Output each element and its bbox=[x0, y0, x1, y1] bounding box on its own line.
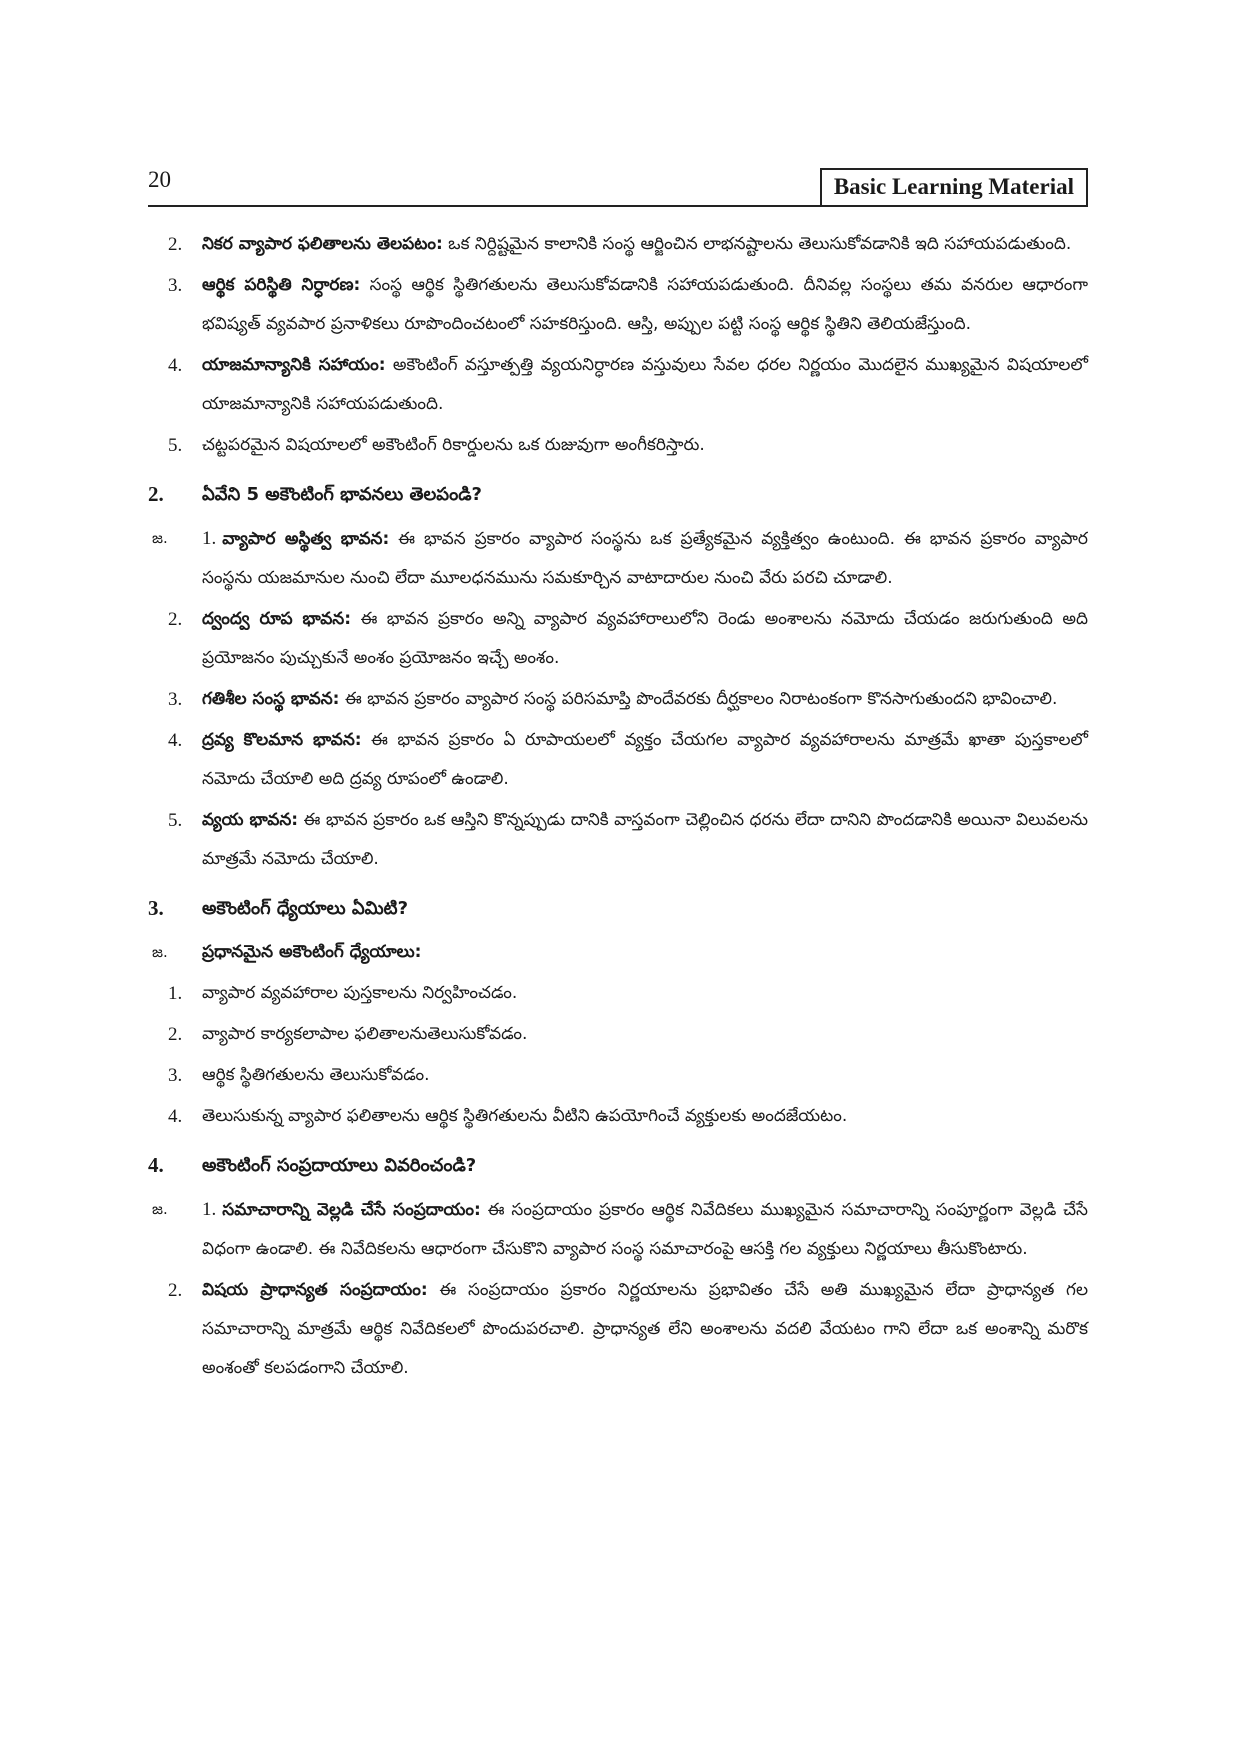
list-item bbox=[148, 974, 1088, 1013]
item-text: ఈ భావన ప్రకారం అన్ని వ్యాపార వ్యవహారాలులోని రెండు అంశాలను నమోదు చేయడం జరుగుతుంది అది ప్రయోజనం పుచ్చుకునే అంశం ప్రయోజనం ఇచ్చే అంశం. bbox=[202, 609, 1088, 668]
list-item bbox=[148, 680, 1088, 719]
item-text: ఈ భావన ప్రకారం ఒక ఆస్తిని కొన్నప్పుడు దానికి వాస్తవంగా చెల్లించిన ధరను లేదా దానిని పొందడానికి అయినా విలువలను మాత్రమే నమోదు చేయాలి. bbox=[202, 810, 1088, 869]
answer-marker: జ. bbox=[152, 529, 168, 547]
item-number: 4. bbox=[168, 730, 183, 751]
item-text: వ్యాపార కార్యకలాపాల ఫలితాలనుతెలుసుకోవడం. bbox=[202, 1024, 528, 1044]
page-content bbox=[148, 225, 1088, 1390]
list-item bbox=[148, 801, 1088, 879]
item-text: ఈ భావన ప్రకారం వ్యాపార సంస్థ పరిసమాప్తి పొందేవరకు దీర్ఘకాలం నిరాటంకంగా కొనసాగుతుందని భావించాలి. bbox=[339, 689, 1058, 709]
list-item bbox=[148, 1015, 1088, 1054]
answer-marker: జ. bbox=[152, 943, 168, 961]
item-term: ద్వంద్వ రూప భావన: bbox=[202, 609, 352, 629]
list-item bbox=[148, 721, 1088, 799]
item-text: ఆర్థిక స్థితిగతులను తెలుసుకోవడం. bbox=[202, 1065, 430, 1085]
list-item bbox=[148, 1056, 1088, 1095]
list-item bbox=[148, 266, 1088, 344]
item-number: 1. bbox=[202, 528, 217, 549]
item-text: ఈ భావన ప్రకారం వ్యాపార సంస్థను ఒక ప్రత్యేకమైన వ్యక్తిత్వం ఉంటుంది. ఈ భావన ప్రకారం వ్యాపార సంస్థను యజమానుల నుంచి లేదా మూలధనమును సమకూర్చిన వాటాదారుల నుంచి వేరు పరచి చూడాలి. bbox=[202, 529, 1088, 588]
item-number: 3. bbox=[168, 1065, 183, 1086]
page-number: 20 bbox=[148, 167, 171, 192]
answer bbox=[148, 1190, 1088, 1269]
question-number: 4. bbox=[148, 1153, 164, 1177]
item-text: వ్యాపార వ్యవహారాల పుస్తకాలను నిర్వహించడం. bbox=[202, 983, 518, 1003]
question-number: 3. bbox=[148, 896, 164, 920]
item-number: 5. bbox=[168, 810, 183, 831]
item-number: 5. bbox=[168, 435, 183, 456]
question bbox=[148, 1146, 1088, 1186]
answer-marker: జ. bbox=[152, 1200, 168, 1218]
item-text: చట్టపరమైన విషయాలలో అకౌంటింగ్ రికార్డులను ఒక రుజువుగా అంగీకరిస్తారు. bbox=[202, 435, 705, 455]
list-item bbox=[148, 1271, 1088, 1388]
list-item bbox=[148, 225, 1088, 264]
item-text: సంస్థ ఆర్థిక స్థితిగతులను తెలుసుకోవడానికి సహాయపడుతుంది. దీనివల్ల సంస్థలు తమ వనరుల ఆధారంగా భవిష్యత్ వ్యవపార ప్రనాళికలు రూపొందించటంలో సహకరిస్తుంది. ఆస్తి, అప్పుల పట్టి సంస్థ ఆర్థిక స్థితిని తెలియజేస్తుంది. bbox=[202, 275, 1088, 334]
item-number: 2. bbox=[168, 609, 183, 630]
answer bbox=[148, 519, 1088, 598]
list-item bbox=[148, 600, 1088, 678]
question-number: 2. bbox=[148, 482, 164, 506]
question bbox=[148, 475, 1088, 515]
item-number: 3. bbox=[168, 689, 183, 710]
item-number: 2. bbox=[168, 234, 183, 255]
item-term: గతిశీల సంస్థ భావన: bbox=[202, 689, 340, 709]
item-text: అకౌంటింగ్ వస్తూత్పత్తి వ్యయనిర్ధారణ వస్తువులు సేవల ధరల నిర్ణయం మొదలైన ముఖ్యమైన విషయాలలో యాజమాన్యానికి సహాయపడుతుంది. bbox=[202, 355, 1088, 414]
answer-heading: ప్రధానమైన అకౌంటింగ్ ధ్యేయాలు: bbox=[202, 942, 422, 962]
item-number: 4. bbox=[168, 1106, 183, 1127]
item-text: ఈ సంప్రదాయం ప్రకారం ఆర్థిక నివేదికలు ముఖ్యమైన సమాచారాన్ని సంపూర్ణంగా వెల్లడి చేసే విధంగా ఉండాలి. ఈ నివేదికలను ఆధారంగా చేసుకొని వ్యాపార సంస్థ సమాచారంపై ఆసక్తి గల వ్యక్తులు నిర్ణయాలు తీసుకొంటారు. bbox=[202, 1200, 1088, 1259]
answer bbox=[148, 933, 1088, 972]
item-term: సమాచారాన్ని వెల్లడి చేసే సంప్రదాయం: bbox=[222, 1200, 481, 1220]
item-term: ఆర్థిక పరిస్థితి నిర్ధారణ: bbox=[202, 275, 361, 295]
item-text: ఒక నిర్దిష్టమైన కాలానికి సంస్థ ఆర్జించిన లాభనష్టాలను తెలుసుకోవడానికి ఇది సహాయపడుతుంది. bbox=[442, 234, 1072, 254]
item-number: 1. bbox=[202, 1199, 217, 1220]
item-text: ఈ సంప్రదాయం ప్రకారం నిర్ణయాలను ప్రభావితం చేసే అతి ముఖ్యమైన లేదా ప్రాధాన్యత గల సమాచారాన్ని మాత్రమే ఆర్థిక నివేదికలలో పొందుపరచాలి. ప్రాధాన్యత లేని అంశాలను వదలి వేయటం గాని లేదా ఒక అంశాన్ని మరొక అంశంతో కలపడంగాని చేయాలి. bbox=[202, 1280, 1088, 1378]
list-item bbox=[148, 1097, 1088, 1136]
question-text: అకౌంటింగ్ సంప్రదాయాలు వివరించండి? bbox=[202, 1155, 477, 1176]
item-number: 2. bbox=[168, 1280, 183, 1301]
question-text: అకౌంటింగ్ ధ్యేయాలు ఏమిటి? bbox=[202, 898, 409, 919]
item-term: యాజమాన్యానికి సహాయం: bbox=[202, 355, 386, 375]
list-item bbox=[148, 426, 1088, 465]
item-term: వ్యాపార అస్థిత్వ భావన: bbox=[222, 529, 390, 549]
page-header bbox=[148, 165, 1088, 207]
item-text: తెలుసుకున్న వ్యాపార ఫలితాలను ఆర్థిక స్థితిగతులను వీటిని ఉపయోగించే వ్యక్తులకు అందజేయటం. bbox=[202, 1106, 848, 1126]
item-number: 4. bbox=[168, 355, 183, 376]
item-term: ద్రవ్య కొలమాన భావన: bbox=[202, 730, 362, 750]
item-number: 2. bbox=[168, 1024, 183, 1045]
question bbox=[148, 889, 1088, 929]
list-item bbox=[148, 346, 1088, 424]
item-term: నికర వ్యాపార ఫలితాలను తెలపటం: bbox=[202, 234, 443, 254]
header-title: Basic Learning Material bbox=[820, 168, 1088, 205]
item-number: 1. bbox=[168, 983, 183, 1004]
item-number: 3. bbox=[168, 275, 183, 296]
item-term: వ్యయ భావన: bbox=[202, 810, 299, 830]
item-term: విషయ ప్రాధాన్యత సంప్రదాయం: bbox=[202, 1280, 428, 1300]
item-text: ఈ భావన ప్రకారం ఏ రూపాయలలో వ్యక్తం చేయగల వ్యాపార వ్యవహారాలను మాత్రమే ఖాతా పుస్తకాలలో నమోదు చేయాలి అది ద్రవ్య రూపంలో ఉండాలి. bbox=[202, 730, 1088, 789]
question-text: ఏవేని 5 అకౌంటింగ్ భావనలు తెలపండి? bbox=[202, 484, 482, 505]
